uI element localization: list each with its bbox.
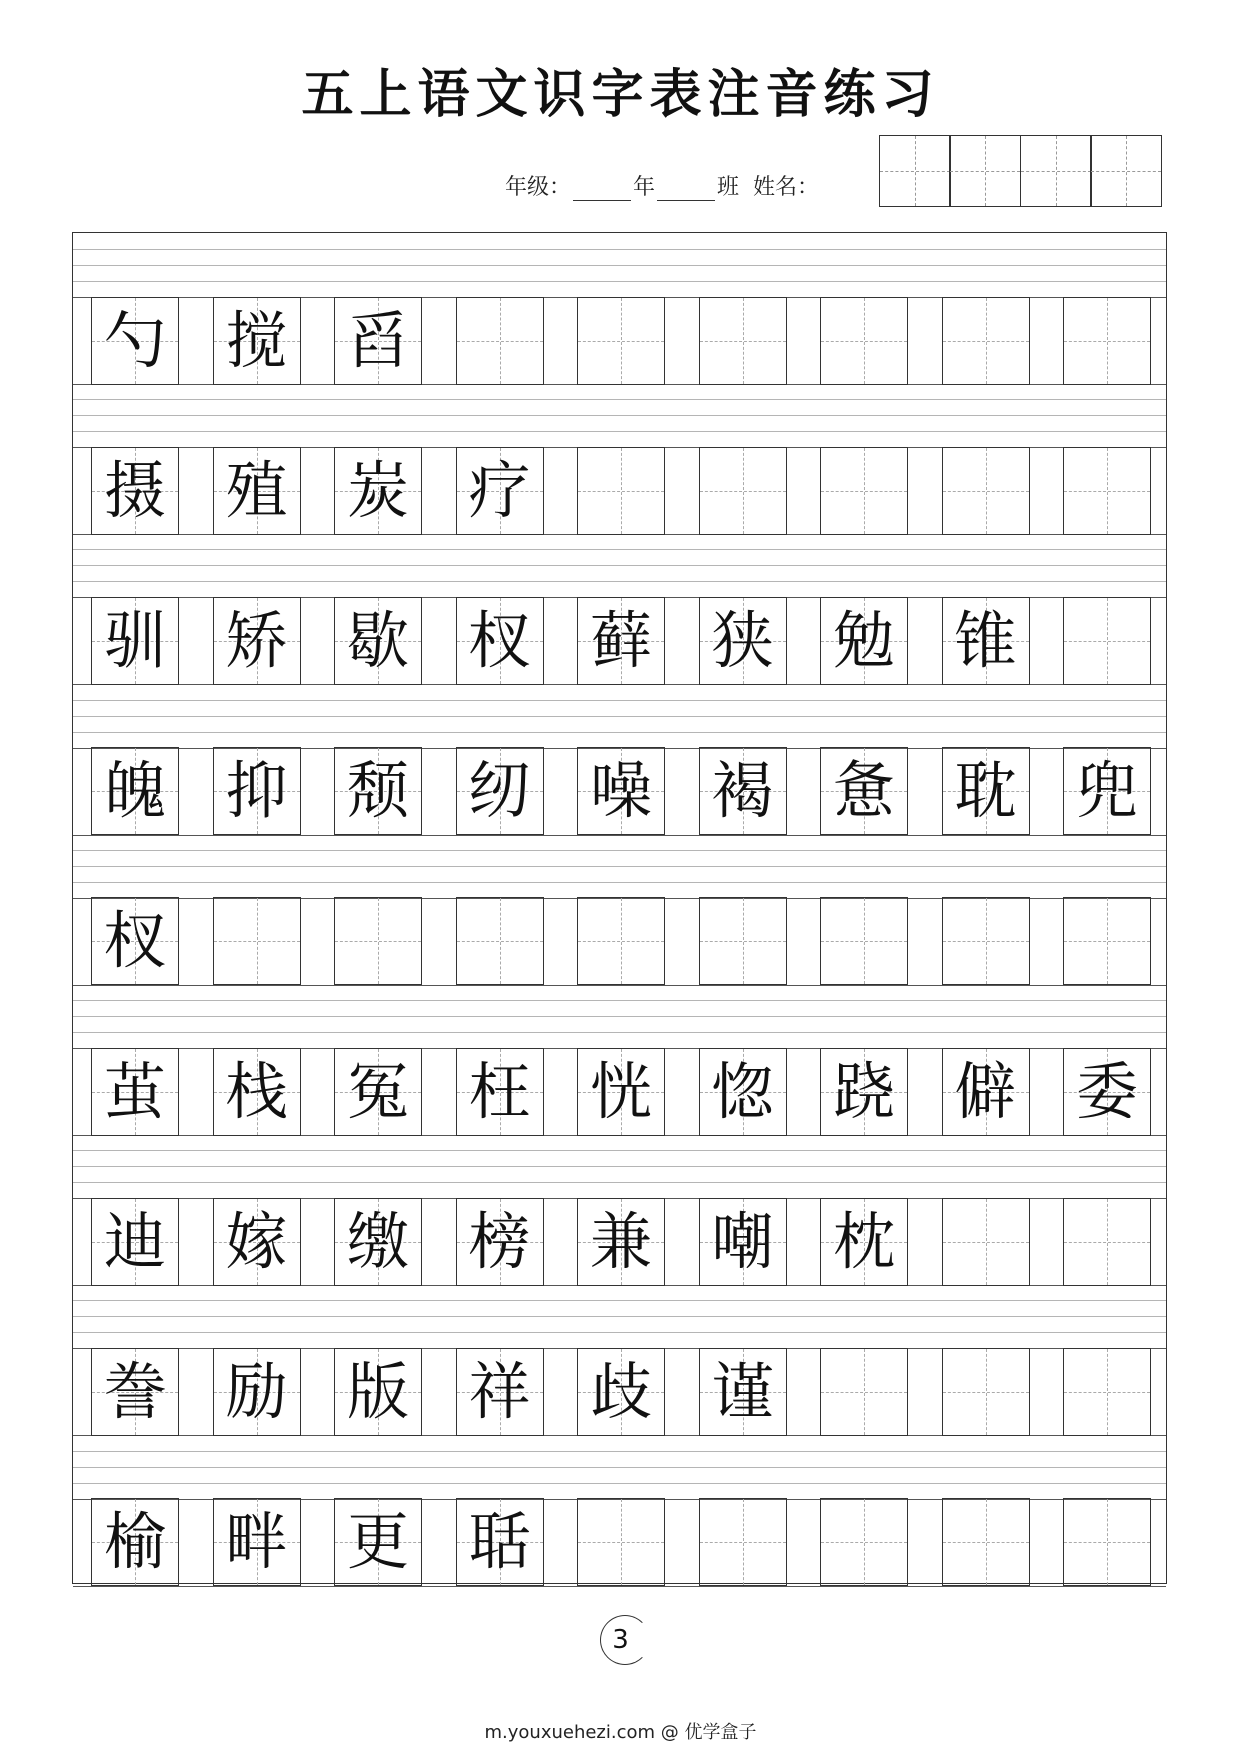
practice-row — [73, 684, 1166, 834]
pinyin-lines[interactable] — [73, 1134, 1166, 1198]
character-cell[interactable] — [577, 1048, 665, 1136]
hanzi-character: 兜 — [1075, 754, 1138, 828]
practice-row — [73, 984, 1166, 1134]
hanzi-character: 耽 — [954, 754, 1017, 828]
hanzi-character: 版 — [346, 1354, 409, 1428]
character-cell[interactable] — [334, 1048, 422, 1136]
hanzi-character: 纫 — [468, 754, 531, 828]
character-cell[interactable] — [456, 897, 544, 985]
hanzi-character: 殖 — [225, 453, 288, 527]
character-cell[interactable] — [456, 1498, 544, 1586]
character-cell[interactable] — [91, 1348, 179, 1436]
character-cell[interactable] — [91, 597, 179, 685]
character-cell[interactable] — [91, 1048, 179, 1136]
character-cells — [73, 1198, 1166, 1286]
hanzi-character: 缴 — [346, 1204, 409, 1278]
character-cell[interactable] — [213, 1048, 301, 1136]
hanzi-character: 迪 — [103, 1204, 166, 1278]
hanzi-character: 杈 — [103, 904, 166, 978]
pinyin-lines[interactable] — [73, 834, 1166, 898]
character-cell[interactable] — [577, 597, 665, 685]
hanzi-character: 舀 — [346, 303, 409, 377]
hanzi-character: 魄 — [103, 754, 166, 828]
character-cell[interactable] — [91, 1198, 179, 1286]
hanzi-character: 聒 — [468, 1505, 531, 1579]
character-cell[interactable] — [942, 597, 1030, 685]
hanzi-character: 惚 — [711, 1054, 774, 1128]
character-cell[interactable] — [91, 747, 179, 835]
hanzi-character: 冤 — [346, 1054, 409, 1128]
pinyin-lines[interactable] — [73, 1435, 1166, 1499]
hanzi-character: 狭 — [711, 603, 774, 677]
character-cell[interactable] — [577, 747, 665, 835]
character-cell[interactable] — [699, 897, 787, 985]
character-cell[interactable] — [1063, 747, 1151, 835]
character-cell[interactable] — [820, 897, 908, 985]
grade-blank[interactable] — [573, 180, 631, 201]
character-cell[interactable] — [820, 1198, 908, 1286]
character-cell[interactable] — [213, 1348, 301, 1436]
hanzi-character: 摄 — [103, 453, 166, 527]
character-cells — [73, 1348, 1166, 1436]
hanzi-character: 僻 — [954, 1054, 1017, 1128]
hanzi-character: 颓 — [346, 754, 409, 828]
hanzi-character: 疗 — [468, 453, 531, 527]
hanzi-character: 茧 — [103, 1054, 166, 1128]
character-cell[interactable] — [699, 747, 787, 835]
character-cell[interactable] — [1063, 297, 1151, 385]
character-cell[interactable] — [334, 447, 422, 535]
character-cell[interactable] — [456, 297, 544, 385]
character-cell[interactable] — [91, 447, 179, 535]
character-cell[interactable] — [699, 1498, 787, 1586]
hanzi-character: 抑 — [225, 754, 288, 828]
hanzi-character: 勺 — [103, 303, 166, 377]
hanzi-character: 枉 — [468, 1054, 531, 1128]
character-cell[interactable] — [699, 1048, 787, 1136]
character-cell[interactable] — [213, 447, 301, 535]
hanzi-character: 驯 — [103, 603, 166, 677]
character-cell[interactable] — [91, 1498, 179, 1586]
hanzi-character: 炭 — [346, 453, 409, 527]
hanzi-character: 搅 — [225, 303, 288, 377]
pinyin-lines[interactable] — [73, 533, 1166, 597]
hanzi-character: 委 — [1075, 1054, 1138, 1128]
practice-sheet — [72, 232, 1167, 1584]
practice-row — [73, 233, 1166, 383]
character-cell[interactable] — [577, 1198, 665, 1286]
hanzi-character: 嘲 — [711, 1204, 774, 1278]
character-cell[interactable] — [456, 1048, 544, 1136]
name-box[interactable] — [1090, 135, 1162, 207]
character-cell[interactable] — [577, 897, 665, 985]
pinyin-lines[interactable] — [73, 383, 1166, 447]
character-cells — [73, 748, 1166, 836]
character-cell[interactable] — [1063, 1348, 1151, 1436]
hanzi-character: 歇 — [346, 603, 409, 677]
name-boxes — [880, 135, 1162, 207]
character-cell[interactable] — [577, 447, 665, 535]
character-cell[interactable] — [820, 1048, 908, 1136]
hanzi-character: 藓 — [589, 603, 652, 677]
character-cell[interactable] — [91, 297, 179, 385]
character-cell[interactable] — [334, 597, 422, 685]
footer-source: m.youxuehezi.com @ 优学盒子 — [484, 1722, 757, 1743]
hanzi-character: 榆 — [103, 1505, 166, 1579]
pinyin-lines[interactable] — [73, 233, 1166, 297]
practice-row — [73, 1435, 1166, 1585]
hanzi-character: 勉 — [832, 603, 895, 677]
character-cell[interactable] — [820, 747, 908, 835]
character-cell[interactable] — [213, 597, 301, 685]
practice-row — [73, 1284, 1166, 1434]
character-cells — [73, 597, 1166, 685]
hanzi-character: 噪 — [589, 754, 652, 828]
character-cell[interactable] — [456, 1348, 544, 1436]
grade-label: 年级： — [505, 175, 572, 200]
hanzi-character: 谨 — [711, 1354, 774, 1428]
page-title: 五上语文识字表注音练习 — [301, 64, 940, 125]
character-cell[interactable] — [699, 297, 787, 385]
character-cell[interactable] — [1063, 447, 1151, 535]
character-cell[interactable] — [334, 747, 422, 835]
character-cell[interactable] — [577, 1498, 665, 1586]
hanzi-character: 杈 — [468, 603, 531, 677]
practice-row — [73, 383, 1166, 533]
character-cells — [73, 1499, 1166, 1587]
pinyin-lines[interactable] — [73, 1284, 1166, 1348]
practice-row — [73, 533, 1166, 683]
character-cell[interactable] — [213, 1498, 301, 1586]
character-cell[interactable] — [942, 1498, 1030, 1586]
hanzi-character: 榜 — [468, 1204, 531, 1278]
character-cell[interactable] — [456, 1198, 544, 1286]
hanzi-character: 誊 — [103, 1354, 166, 1428]
hanzi-character: 枕 — [832, 1204, 895, 1278]
character-cell[interactable] — [456, 447, 544, 535]
character-cell[interactable] — [699, 597, 787, 685]
hanzi-character: 褐 — [711, 754, 774, 828]
name-label: 姓名： — [753, 175, 820, 200]
hanzi-character: 励 — [225, 1354, 288, 1428]
character-cell[interactable] — [334, 1348, 422, 1436]
hanzi-character: 锥 — [954, 603, 1017, 677]
student-info — [505, 170, 819, 201]
character-cell[interactable] — [942, 1348, 1030, 1436]
character-cell[interactable] — [942, 1048, 1030, 1136]
page-number: 3 — [612, 1625, 629, 1655]
character-cells — [73, 1048, 1166, 1136]
character-cell[interactable] — [820, 597, 908, 685]
character-cell[interactable] — [577, 297, 665, 385]
character-cell[interactable] — [699, 1198, 787, 1286]
character-cell[interactable] — [820, 1498, 908, 1586]
name-box[interactable] — [1020, 135, 1092, 207]
hanzi-character: 矫 — [225, 603, 288, 677]
character-cell[interactable] — [213, 297, 301, 385]
character-cell[interactable] — [1063, 597, 1151, 685]
character-cell[interactable] — [456, 747, 544, 835]
character-cell[interactable] — [213, 897, 301, 985]
pinyin-lines[interactable] — [73, 684, 1166, 748]
character-cell[interactable] — [1063, 1498, 1151, 1586]
character-cell[interactable] — [334, 297, 422, 385]
character-cell[interactable] — [334, 1498, 422, 1586]
character-cell[interactable] — [456, 597, 544, 685]
hanzi-character: 祥 — [468, 1354, 531, 1428]
hanzi-character: 栈 — [225, 1054, 288, 1128]
character-cell[interactable] — [1063, 1198, 1151, 1286]
character-cell[interactable] — [213, 1198, 301, 1286]
character-cell[interactable] — [942, 747, 1030, 835]
character-cells — [73, 898, 1166, 986]
character-cell[interactable] — [1063, 897, 1151, 985]
character-cell[interactable] — [942, 897, 1030, 985]
character-cells — [73, 297, 1166, 385]
character-cell[interactable] — [942, 1198, 1030, 1286]
hanzi-character: 跷 — [832, 1054, 895, 1128]
character-cell[interactable] — [942, 447, 1030, 535]
practice-row — [73, 1134, 1166, 1284]
character-cell[interactable] — [699, 447, 787, 535]
pinyin-lines[interactable] — [73, 984, 1166, 1048]
hanzi-character: 惫 — [832, 754, 895, 828]
hanzi-character: 嫁 — [225, 1204, 288, 1278]
character-cell[interactable] — [820, 1348, 908, 1436]
character-cell[interactable] — [820, 447, 908, 535]
practice-row — [73, 834, 1166, 984]
name-box[interactable] — [949, 135, 1021, 207]
character-cells — [73, 447, 1166, 535]
hanzi-character: 畔 — [225, 1505, 288, 1579]
hanzi-character: 更 — [346, 1505, 409, 1579]
character-cell[interactable] — [334, 897, 422, 985]
hanzi-character: 歧 — [589, 1354, 652, 1428]
character-cell[interactable] — [334, 1198, 422, 1286]
character-cell[interactable] — [213, 747, 301, 835]
hanzi-character: 恍 — [589, 1054, 652, 1128]
character-cell[interactable] — [577, 1348, 665, 1436]
character-cell[interactable] — [942, 297, 1030, 385]
character-cell[interactable] — [699, 1348, 787, 1436]
hanzi-character: 兼 — [589, 1204, 652, 1278]
character-cell[interactable] — [91, 897, 179, 985]
name-box[interactable] — [879, 135, 951, 207]
class-suffix: 班 — [717, 175, 740, 200]
character-cell[interactable] — [1063, 1048, 1151, 1136]
year-suffix: 年 — [633, 175, 656, 200]
class-blank[interactable] — [657, 180, 715, 201]
character-cell[interactable] — [820, 297, 908, 385]
